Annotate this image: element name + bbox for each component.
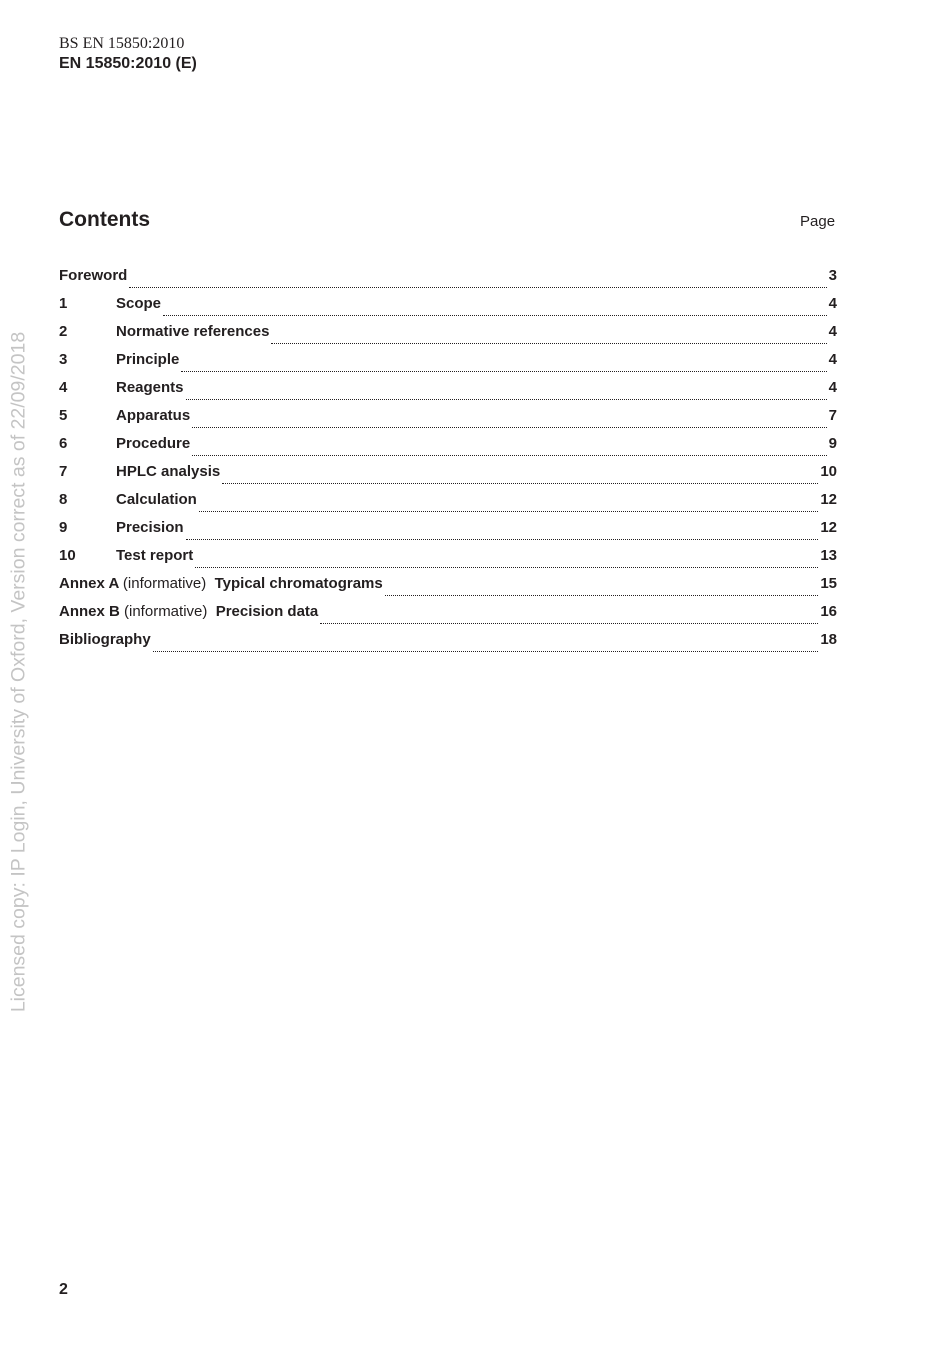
dot-leader (186, 539, 819, 540)
toc-entry-page: 4 (828, 379, 837, 396)
dot-leader (129, 287, 826, 288)
toc-entry-apparatus[interactable] (59, 406, 837, 434)
toc-entry-foreword[interactable] (59, 266, 837, 294)
toc-entry-page: 7 (828, 407, 837, 424)
toc-entry-title: Normative references (116, 323, 270, 340)
table-of-contents (59, 266, 837, 658)
toc-entry-calculation[interactable] (59, 490, 837, 518)
toc-entry-title: Test report (116, 547, 194, 564)
toc-entry-page: 15 (820, 575, 837, 592)
toc-entry-reagents[interactable] (59, 378, 837, 406)
toc-entry-title: Precision data (215, 603, 319, 620)
toc-entry-title: Calculation (116, 491, 197, 508)
toc-entry-annex-a[interactable] (59, 574, 837, 602)
page-column-label: Page (800, 213, 836, 230)
toc-entry-page: 3 (828, 267, 837, 284)
toc-entry-page: 18 (820, 631, 837, 648)
toc-entry-title: Bibliography (59, 631, 151, 648)
toc-entry-number: 6 (59, 435, 68, 452)
dot-leader (385, 595, 819, 596)
toc-entry-test-report[interactable] (59, 546, 837, 574)
dot-leader (199, 511, 818, 512)
toc-entry-title: Apparatus (116, 407, 191, 424)
toc-entry-page: 16 (820, 603, 837, 620)
toc-entry-page: 9 (828, 435, 837, 452)
document-id-bs: BS EN 15850:2010 (59, 35, 185, 52)
toc-entry-title: Scope (116, 295, 162, 312)
dot-leader (222, 483, 818, 484)
toc-entry-number: 8 (59, 491, 68, 508)
dot-leader (153, 651, 819, 652)
contents-title: Contents (59, 208, 150, 231)
dot-leader (163, 315, 827, 316)
toc-entry-page: 4 (828, 351, 837, 368)
toc-entry-number: 9 (59, 519, 68, 536)
toc-entry-number: 2 (59, 323, 68, 340)
toc-entry-title: HPLC analysis (116, 463, 221, 480)
annex-kind: (informative) (122, 575, 207, 592)
annex-label (59, 574, 215, 594)
dot-leader (181, 371, 826, 372)
toc-entry-scope[interactable] (59, 294, 837, 322)
toc-entry-number: 7 (59, 463, 68, 480)
toc-entry-title: Foreword (59, 267, 128, 284)
toc-entry-title: Reagents (116, 379, 184, 396)
toc-entry-bibliography[interactable] (59, 630, 837, 658)
annex-label (59, 602, 216, 622)
toc-entry-hplc-analysis[interactable] (59, 462, 837, 490)
page-number: 2 (59, 1281, 68, 1298)
annex-letter: Annex A (59, 575, 119, 592)
toc-entry-page: 13 (820, 547, 837, 564)
toc-entry-number: 3 (59, 351, 68, 368)
toc-entry-number: 1 (59, 295, 68, 312)
toc-entry-procedure[interactable] (59, 434, 837, 462)
toc-entry-number: 10 (59, 547, 76, 564)
toc-entry-annex-b[interactable] (59, 602, 837, 630)
toc-entry-page: 10 (820, 463, 837, 480)
license-watermark: Licensed copy: IP Login, University of Oxford, Version correct as of 22/09/2018 (7, 331, 30, 1013)
toc-entry-number: 4 (59, 379, 68, 396)
toc-entry-title: Typical chromatograms (214, 575, 383, 592)
document-id-en: EN 15850:2010 (E) (59, 55, 197, 72)
toc-entry-page: 4 (828, 323, 837, 340)
toc-entry-precision[interactable] (59, 518, 837, 546)
toc-entry-page: 12 (820, 491, 837, 508)
toc-entry-title: Principle (116, 351, 180, 368)
toc-entry-normative-references[interactable] (59, 322, 837, 350)
toc-entry-page: 4 (828, 295, 837, 312)
dot-leader (192, 455, 826, 456)
annex-letter: Annex B (59, 603, 120, 620)
toc-entry-number: 5 (59, 407, 68, 424)
toc-entry-principle[interactable] (59, 350, 837, 378)
dot-leader (195, 567, 818, 568)
dot-leader (271, 343, 826, 344)
annex-kind: (informative) (124, 603, 208, 620)
dot-leader (320, 623, 818, 624)
dot-leader (186, 399, 827, 400)
toc-entry-title: Procedure (116, 435, 191, 452)
toc-entry-page: 12 (820, 519, 837, 536)
dot-leader (192, 427, 826, 428)
toc-entry-title: Precision (116, 519, 184, 536)
